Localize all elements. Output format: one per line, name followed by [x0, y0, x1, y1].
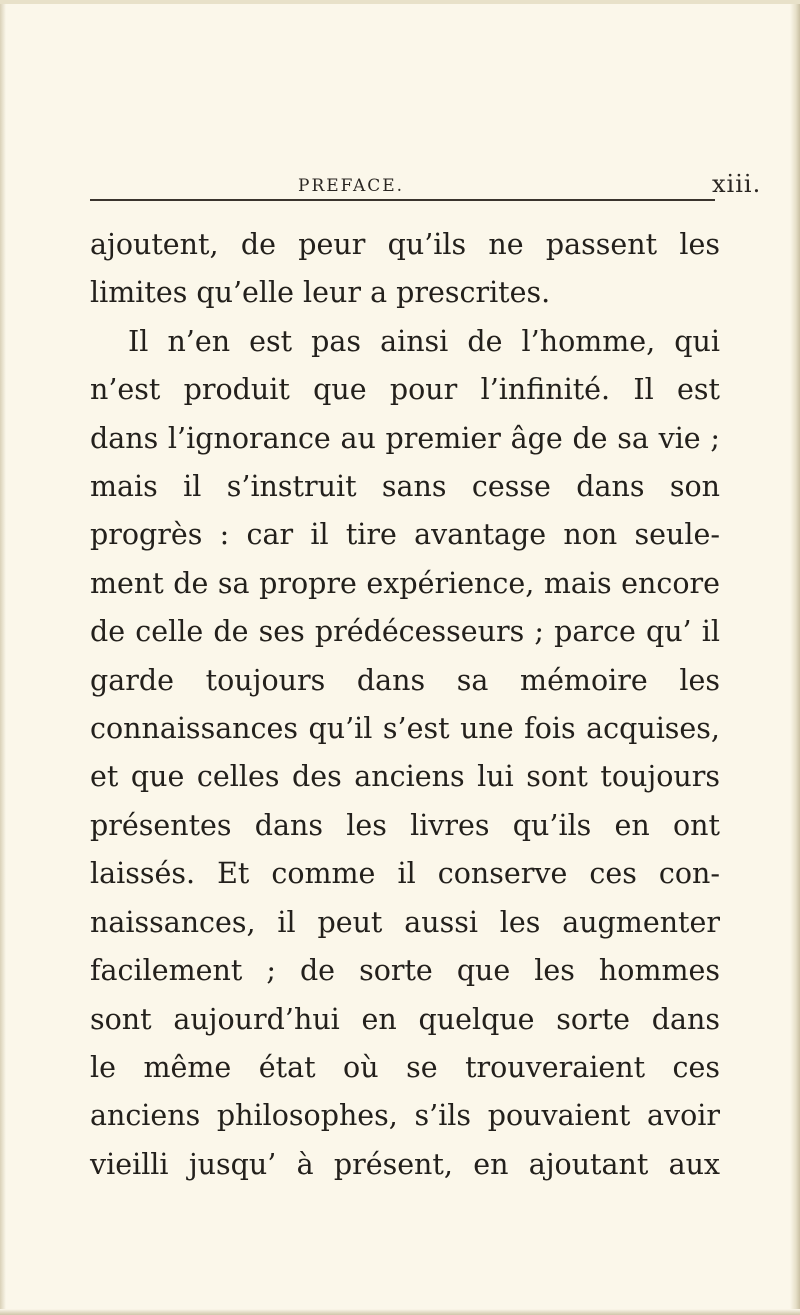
header-rule — [90, 199, 715, 201]
text-line: naissances, il peut aussi les augmenter — [90, 905, 720, 939]
text-line: facilement ; de sorte que les hommes — [90, 954, 720, 988]
text-line: anciens philosophes, s’ils pouvaient avoir — [90, 1099, 720, 1133]
text-line: de celle de ses prédécesseurs ; parce qu’ il — [90, 615, 720, 649]
text-line: limites qu’elle leur a prescrites. — [90, 276, 551, 310]
text-line: ajoutent, de peur qu’ils ne passent les — [90, 228, 720, 261]
text-line: progrès : car il tire avantage non seule- — [90, 518, 720, 552]
running-head — [0, 170, 800, 198]
text-line: vieilli jusqu’ à présent, en ajoutant aux — [90, 1147, 720, 1181]
text-line: mais il s’instruit sans cesse dans son — [90, 470, 720, 504]
text-line: laissés. Et comme il conserve ces con- — [90, 857, 720, 891]
text-line: n’est produit que pour l’infinité. Il est — [90, 373, 720, 407]
text-line: sont aujourd’hui en quelque sorte dans — [90, 1002, 720, 1036]
text-line: dans l’ignorance au premier âge de sa vie ; — [90, 421, 720, 455]
text-line: connaissances qu’il s’est une fois acquises, — [90, 712, 720, 746]
page-top-edge — [0, 0, 800, 4]
text-line: présentes dans les livres qu’ils en ont — [90, 808, 720, 842]
page-bottom-edge — [0, 1309, 800, 1315]
text-line: et que celles des anciens lui sont toujours — [90, 760, 720, 794]
text-line: Il n’en est pas ainsi de l’homme, qui — [128, 324, 720, 358]
running-title: PREFACE. — [298, 176, 405, 196]
text-line: ment de sa propre expérience, mais encore — [90, 566, 720, 600]
text-line: garde toujours dans sa mémoire les — [90, 663, 720, 697]
body-text — [90, 221, 720, 1189]
text-line: le même état où se trouveraient ces — [90, 1050, 720, 1084]
page-number: xiii. — [712, 170, 762, 198]
